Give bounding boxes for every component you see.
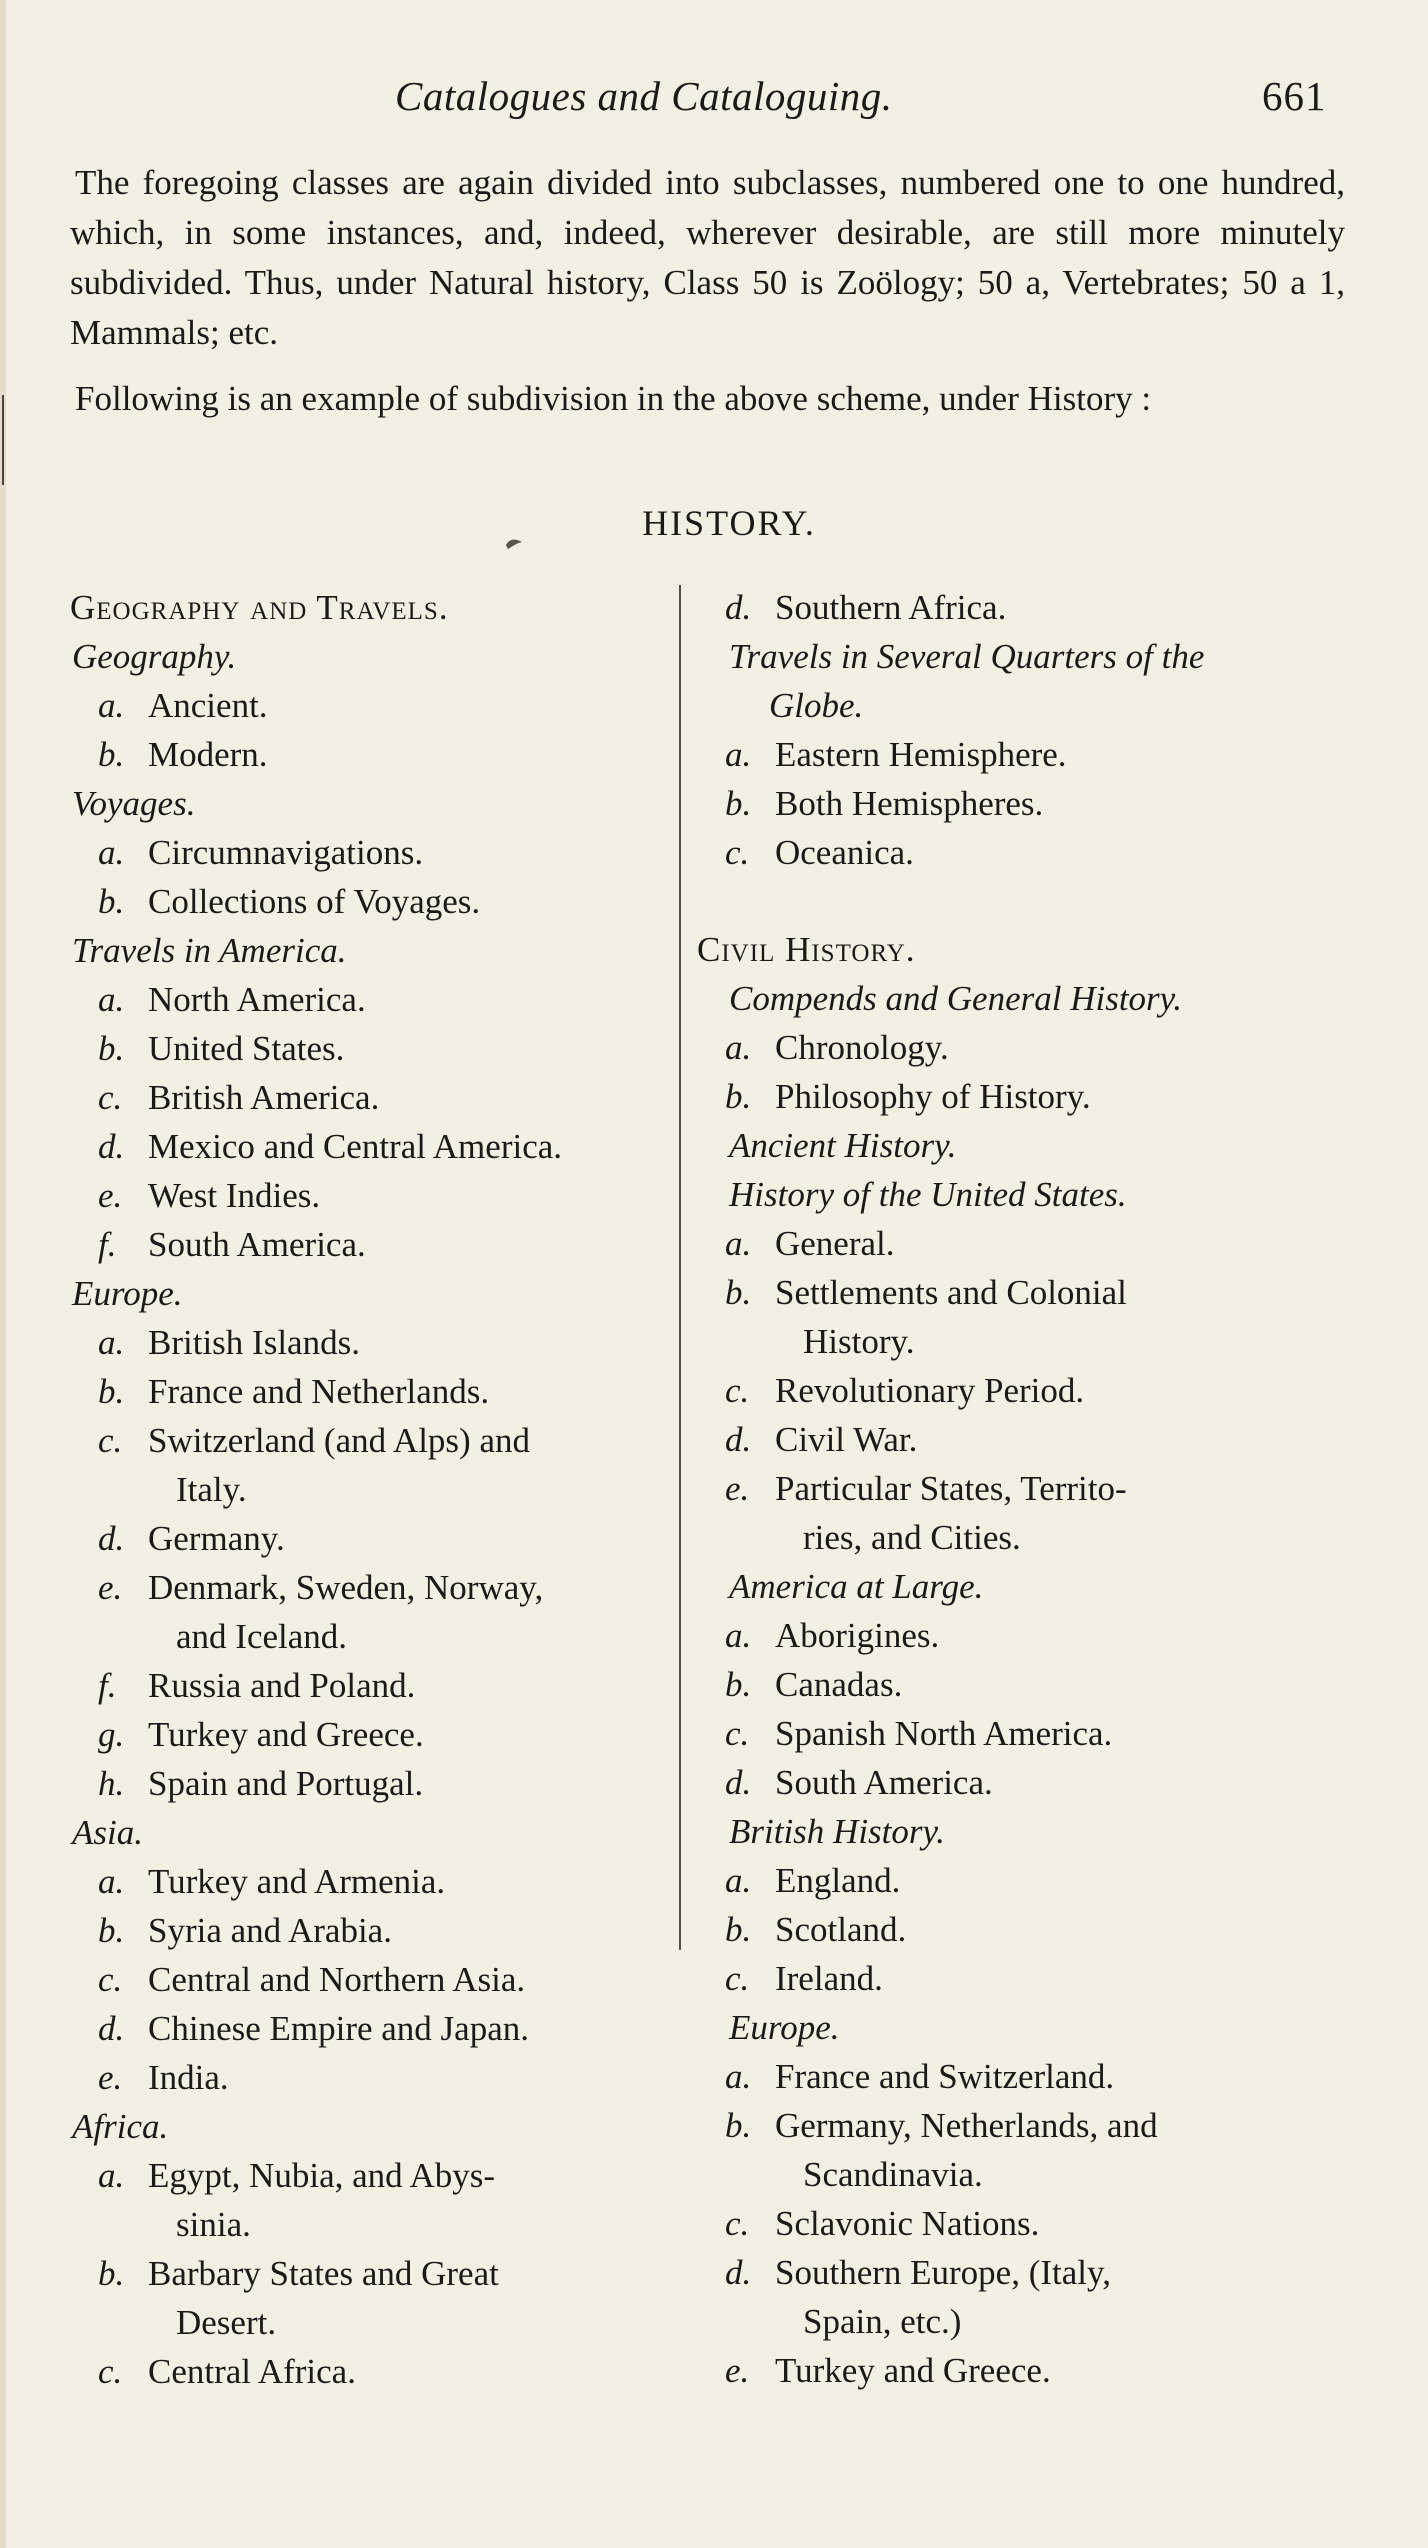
category-heading: Europe. (729, 2008, 840, 2047)
category-heading: Compends and General History. (729, 979, 1183, 1018)
subdivision-letter: a. (725, 1861, 752, 1900)
subdivision-label: Russia and Poland. (148, 1666, 416, 1705)
subdivision-letter: a. (98, 1323, 125, 1362)
printer-ornament-icon (505, 536, 523, 550)
subdivision-letter: c. (725, 1714, 750, 1753)
category-heading: Travels in America. (72, 931, 347, 970)
subdivision-item (70, 1171, 670, 1220)
subdivision-item (697, 779, 1347, 828)
subdivision-letter: g. (98, 1715, 125, 1754)
subdivision-label: Germany. (148, 1519, 285, 1558)
subdivision-label: Ireland. (775, 1959, 883, 1998)
subdivision-item (697, 1219, 1347, 1268)
subdivision-label: Egypt, Nubia, and Abys- (148, 2156, 496, 2195)
subdivision-label: India. (148, 2058, 229, 2097)
subdivision-letter: a. (725, 1224, 752, 1263)
subdivision-continuation: History. (803, 1322, 915, 1361)
subdivision-continuation: sinia. (176, 2205, 251, 2244)
subdivision-letter: a. (98, 2156, 125, 2195)
left-column (70, 583, 670, 2396)
subdivision-item (70, 1220, 670, 1269)
subdivision-label: Sclavonic Nations. (775, 2204, 1040, 2243)
subdivision-item (70, 1073, 670, 1122)
subdivision-letter: d. (98, 1127, 125, 1166)
subdivision-letter: a. (98, 980, 125, 1019)
right-column (697, 583, 1347, 2395)
subdivision-item (697, 1023, 1347, 1072)
category-heading: History of the United States. (729, 1175, 1127, 1214)
subdivision-item (697, 1709, 1347, 1758)
subdivision-letter: b. (725, 1273, 752, 1312)
subdivision-label: Central Africa. (148, 2352, 356, 2391)
subdivision-item (70, 1710, 670, 1759)
category-heading-continuation: Globe. (769, 686, 864, 725)
subdivision-letter: a. (725, 2057, 752, 2096)
category-heading: America at Large. (729, 1567, 984, 1606)
subdivision-letter: d. (725, 1420, 752, 1459)
subdivision-label: Barbary States and Great (148, 2254, 499, 2293)
subdivision-item (697, 1856, 1347, 1905)
subdivision-label: Switzerland (and Alps) and (148, 1421, 530, 1460)
subdivision-item (697, 2052, 1347, 2101)
category-heading: Africa. (72, 2107, 169, 2146)
subdivision-letter: b. (98, 1372, 125, 1411)
subdivision-item (70, 2004, 670, 2053)
subdivision-item (697, 1366, 1347, 1415)
subdivision-label: Particular States, Territo- (775, 1469, 1127, 1508)
subdivision-label: North America. (148, 980, 366, 1019)
subdivision-letter: b. (725, 784, 752, 823)
subdivision-item (697, 1611, 1347, 1660)
column-gap (697, 877, 1347, 925)
section-title: HISTORY. (642, 503, 816, 543)
subdivision-label: Philosophy of History. (775, 1077, 1091, 1116)
subdivision-item (70, 681, 670, 730)
subdivision-item (70, 1514, 670, 1563)
subdivision-label: Both Hemispheres. (775, 784, 1044, 823)
subdivision-label: Scotland. (775, 1910, 907, 1949)
intro-text (70, 158, 1345, 424)
subdivision-letter: e. (98, 1568, 123, 1607)
subdivision-label: Southern Africa. (775, 588, 1007, 627)
subdivision-label: South America. (148, 1225, 366, 1264)
subdivision-label: Revolutionary Period. (775, 1371, 1085, 1410)
subdivision-label: Turkey and Greece. (775, 2351, 1051, 2390)
category-heading: Travels in Several Quarters of the (729, 637, 1205, 676)
subdivision-letter: b. (98, 735, 125, 774)
subdivision-item (70, 1857, 670, 1906)
subdivision-letter: d. (98, 1519, 125, 1558)
subdivision-label: Canadas. (775, 1665, 903, 1704)
subdivision-letter: f. (98, 1225, 117, 1264)
subdivision-label: Eastern Hemisphere. (775, 735, 1067, 774)
category-heading: British History. (729, 1812, 945, 1851)
subdivision-letter: a. (98, 686, 125, 725)
subdivision-item (697, 1464, 1347, 1513)
subdivision-item (697, 1660, 1347, 1709)
subdivision-item (697, 1072, 1347, 1121)
subdivision-item (70, 2053, 670, 2102)
running-title: Catalogues and Cataloguing. (395, 73, 893, 119)
subdivision-label: Turkey and Greece. (148, 1715, 424, 1754)
subdivision-item (70, 1367, 670, 1416)
category-heading: Europe. (72, 1274, 183, 1313)
subdivision-label: Civil War. (775, 1420, 918, 1459)
subdivision-letter: d. (725, 1763, 752, 1802)
subdivision-label: Collections of Voyages. (148, 882, 481, 921)
subdivision-item (70, 730, 670, 779)
page-number: 661 (1262, 73, 1327, 119)
subdivision-item (70, 1661, 670, 1710)
subdivision-letter: c. (725, 2204, 750, 2243)
subdivision-label: Denmark, Sweden, Norway, (148, 1568, 544, 1607)
subdivision-item (697, 1954, 1347, 2003)
category-heading: Asia. (72, 1813, 143, 1852)
subdivision-label: Turkey and Armenia. (148, 1862, 446, 1901)
subdivision-letter: a. (725, 1028, 752, 1067)
category-heading: Ancient History. (729, 1126, 957, 1165)
category-heading: Voyages. (72, 784, 196, 823)
column-divider (679, 585, 681, 1950)
subdivision-item (70, 2249, 670, 2298)
subdivision-item (697, 583, 1347, 632)
subdivision-item (697, 2199, 1347, 2248)
page-gutter-edge (0, 0, 6, 2548)
subdivision-label: Aborigines. (775, 1616, 940, 1655)
subdivision-item (70, 1906, 670, 1955)
subdivision-letter: f. (98, 1666, 117, 1705)
subdivision-item (70, 1563, 670, 1612)
subdivision-letter: d. (725, 588, 752, 627)
margin-mark (2, 395, 4, 485)
subdivision-label: Circumnavigations. (148, 833, 424, 872)
subdivision-label: Spanish North America. (775, 1714, 1113, 1753)
subdivision-letter: a. (98, 1862, 125, 1901)
division-heading: Geography and Travels. (70, 588, 449, 627)
running-head (0, 72, 1428, 132)
subdivision-letter: e. (98, 1176, 123, 1215)
subdivision-letter: h. (98, 1764, 125, 1803)
subdivision-label: British America. (148, 1078, 380, 1117)
subdivision-letter: b. (725, 1077, 752, 1116)
subdivision-item (70, 1955, 670, 2004)
subdivision-item (70, 877, 670, 926)
subdivision-letter: b. (98, 1029, 125, 1068)
subdivision-continuation: Desert. (176, 2303, 277, 2342)
subdivision-item (697, 2346, 1347, 2395)
division-heading: Civil History. (697, 930, 916, 969)
category-heading: Geography. (72, 637, 237, 676)
subdivision-item (697, 2101, 1347, 2150)
subdivision-label: Spain and Portugal. (148, 1764, 424, 1803)
subdivision-letter: c. (725, 1371, 750, 1410)
subdivision-letter: e. (725, 1469, 750, 1508)
subdivision-letter: d. (98, 2009, 125, 2048)
subdivision-label: British Islands. (148, 1323, 360, 1362)
subdivision-label: Germany, Netherlands, and (775, 2106, 1158, 2145)
subdivision-letter: b. (98, 882, 125, 921)
subdivision-letter: c. (98, 1078, 123, 1117)
subdivision-label: France and Netherlands. (148, 1372, 490, 1411)
subdivision-label: France and Switzerland. (775, 2057, 1115, 2096)
subdivision-label: England. (775, 1861, 901, 1900)
subdivision-letter: c. (725, 1959, 750, 1998)
subdivision-letter: c. (98, 1421, 123, 1460)
subdivision-label: Central and Northern Asia. (148, 1960, 526, 1999)
subdivision-label: West Indies. (148, 1176, 321, 1215)
subdivision-letter: b. (725, 2106, 752, 2145)
subdivision-label: Oceanica. (775, 833, 914, 872)
subdivision-item (70, 2347, 670, 2396)
subdivision-label: Syria and Arabia. (148, 1911, 392, 1950)
subdivision-label: Ancient. (148, 686, 268, 725)
subdivision-item (697, 1905, 1347, 1954)
subdivision-label: Mexico and Central America. (148, 1127, 563, 1166)
subdivision-letter: c. (98, 2352, 123, 2391)
subdivision-item (70, 975, 670, 1024)
subdivision-continuation: Spain, etc.) (803, 2302, 962, 2341)
subdivision-item (70, 828, 670, 877)
subdivision-item (70, 2151, 670, 2200)
subdivision-item (697, 1268, 1347, 1317)
subdivision-label: Modern. (148, 735, 268, 774)
subdivision-letter: b. (98, 2254, 125, 2293)
subdivision-item (697, 828, 1347, 877)
subdivision-label: Settlements and Colonial (775, 1273, 1127, 1312)
subdivision-item (70, 1416, 670, 1465)
subdivision-item (697, 730, 1347, 779)
subdivision-item (70, 1759, 670, 1808)
subdivision-label: Chronology. (775, 1028, 949, 1067)
subdivision-continuation: and Iceland. (176, 1617, 348, 1656)
subdivision-item (70, 1024, 670, 1073)
subdivision-letter: b. (98, 1911, 125, 1950)
subdivision-continuation: ries, and Cities. (803, 1518, 1021, 1557)
subdivision-label: Southern Europe, (Italy, (775, 2253, 1111, 2292)
subdivision-continuation: Italy. (176, 1470, 247, 1509)
subdivision-item (697, 2248, 1347, 2297)
subdivision-letter: e. (725, 2351, 750, 2390)
subdivision-label: Chinese Empire and Japan. (148, 2009, 530, 2048)
subdivision-letter: a. (725, 1616, 752, 1655)
intro-paragraph-1: The foregoing classes are again divided into subclasses, numbered one to one hundred, which, in some instances, and, indeed, wherever desirable, are still more minutely subdivided. Thus, under Natural history, Class 50 is Zoölogy; 50 a, Vertebrates; 50 a 1, Mammals; etc. (70, 163, 1345, 352)
subdivision-letter: d. (725, 2253, 752, 2292)
subdivision-label: United States. (148, 1029, 345, 1068)
subdivision-letter: a. (98, 833, 125, 872)
subdivision-letter: a. (725, 735, 752, 774)
subdivision-letter: b. (725, 1910, 752, 1949)
subdivision-item (697, 1415, 1347, 1464)
subdivision-item (70, 1122, 670, 1171)
subdivision-continuation: Scandinavia. (803, 2155, 983, 2194)
subdivision-letter: c. (98, 1960, 123, 1999)
intro-paragraph-2: Following is an example of subdivision in the above scheme, under History : (75, 379, 1152, 418)
subdivision-label: General. (775, 1224, 895, 1263)
subdivision-letter: c. (725, 833, 750, 872)
subdivision-label: South America. (775, 1763, 993, 1802)
subdivision-item (70, 1318, 670, 1367)
subdivision-item (697, 1758, 1347, 1807)
subdivision-letter: b. (725, 1665, 752, 1704)
subdivision-letter: e. (98, 2058, 123, 2097)
